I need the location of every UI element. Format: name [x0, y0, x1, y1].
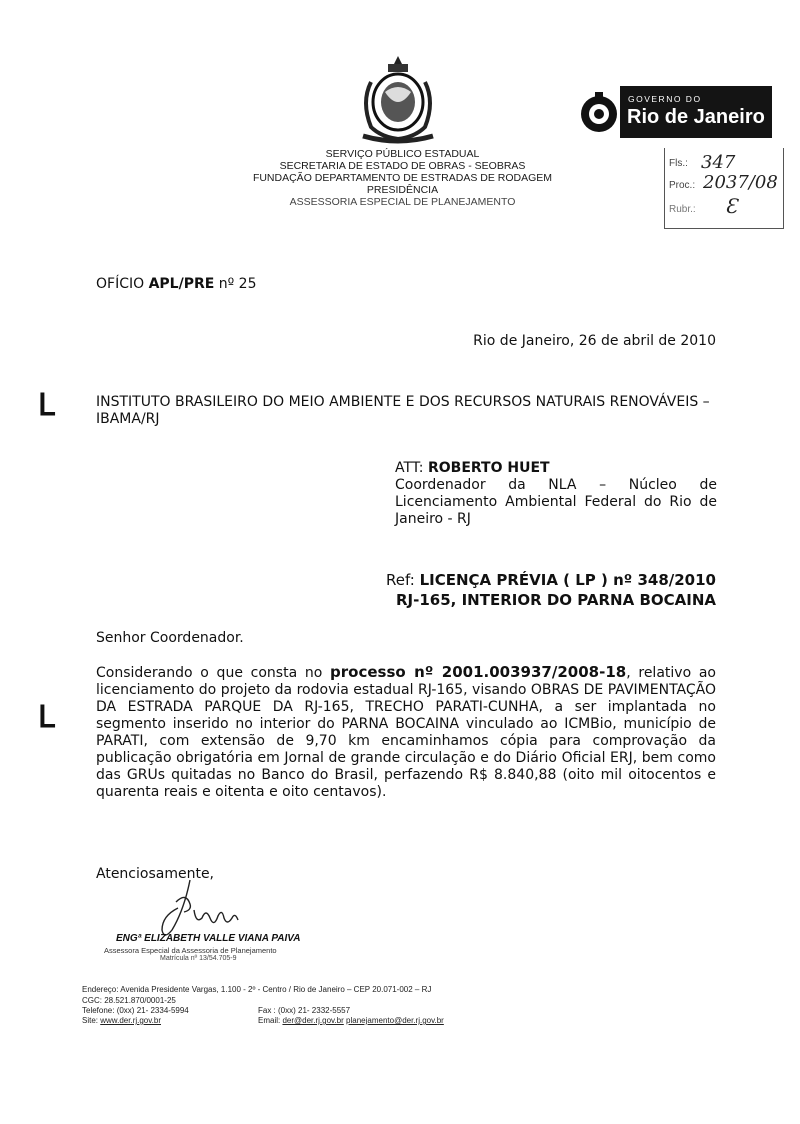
stamp-proc-label: Proc.: [669, 180, 696, 191]
header-line-3: FUNDAÇÃO DEPARTAMENTO DE ESTRADAS DE RODAGEM [252, 172, 553, 184]
margin-mark-2-icon: ᒪ [38, 700, 55, 735]
footer-cgc: CGC: 28.521.870/0001-25 [82, 996, 176, 1005]
closing: Atenciosamente, [96, 866, 215, 882]
reference-block [300, 570, 716, 610]
state-coat-of-arms-icon [353, 52, 443, 144]
government-emblem-icon [578, 90, 620, 136]
oficio-code: APL/PRE [148, 276, 215, 292]
body-part-2: , relativo ao licenciamento do projeto da rodovia estadual RJ-165, visando OBRAS DE PAVIMENTAÇÃO DA ESTRADA PARQUE DA RJ-165, TRECHO PARATI-CUNHA, a ser implantada no segmento inserido no interior do PARNA BOCAINA vinculado ao ICMBio, município de PARATI, com extensão de 9,70 km encaminhamos cópia para comprovação da publicação obrigatória em Jornal de grande circulação e do Diário Oficial ERJ, bem como das GRUs quitadas no Banco do Brasil, perfazendo R$ 8.840,88 (oito mil oitocentos e quarenta reais e oitenta e oito centavos). [96, 665, 716, 800]
signature-registration: Matrícula nº 13/54.705-9 [160, 955, 237, 962]
att-name: ROBERTO HUET [427, 460, 550, 476]
body-process: processo nº 2001.003937/2008-18 [330, 663, 627, 681]
header-line-4: PRESIDÊNCIA [366, 184, 439, 196]
footer-phone: Telefone: (0xx) 21- 2334-5994 [82, 1006, 189, 1015]
salutation: Senhor Coordenador. [96, 630, 244, 646]
body-part-1: Considerando o que consta no [96, 665, 331, 681]
header-line-5: ASSESSORIA ESPECIAL DE PLANEJAMENTO [289, 196, 516, 208]
footer-address: Endereço: Avenida Presidente Vargas, 1.100 - 2º - Centro / Rio de Janeiro – CEP 20.071-002 – RJ [82, 985, 432, 994]
footer-email-link-1[interactable]: der@der.rj.gov.br [282, 1016, 344, 1025]
ref-label: Ref: [386, 571, 420, 589]
footer-email-label: Email: [258, 1016, 283, 1025]
attention-block [395, 460, 717, 528]
att-label: ATT: [395, 460, 428, 476]
body-paragraph [96, 664, 716, 801]
signature-name: ENGª ELIZABETH VALLE VIANA PAIVA [116, 933, 301, 944]
oficio-prefix: OFÍCIO [96, 276, 149, 292]
stamp-proc-value: 2037/08 [703, 172, 778, 193]
margin-mark-icon: ᒪ [38, 388, 55, 423]
stamp-fls-label: Fls.: [669, 158, 688, 169]
footer-email-link-2[interactable]: planejamento@der.rj.gov.br [346, 1016, 444, 1025]
handwritten-signature-icon [150, 872, 270, 942]
government-badge [620, 86, 772, 138]
stamp-rubr-label: Rubr.: [669, 204, 696, 215]
footer-site-row [82, 1016, 161, 1026]
footer-fax: Fax : (0xx) 21- 2332-5557 [258, 1006, 351, 1015]
gov-badge-big: Rio de Janeiro [627, 106, 765, 128]
recipient: INSTITUTO BRASILEIRO DO MEIO AMBIENTE E DOS RECURSOS NATURAIS RENOVÁVEIS – IBAMA/RJ [96, 394, 710, 427]
att-role: Coordenador da NLA – Núcleo de Licenciamento Ambiental Federal do Rio de Janeiro - RJ [395, 477, 717, 527]
gov-badge-small: GOVERNO DO [628, 94, 702, 104]
ref-line-2: RJ-165, INTERIOR DO PARNA BOCAINA [396, 591, 716, 609]
footer-site-link[interactable]: www.der.rj.gov.br [100, 1016, 161, 1025]
oficio-line [96, 276, 257, 292]
signature-title: Assessora Especial da Assessoria de Planejamento [104, 946, 277, 955]
stamp-rubric-mark: Ɛ [725, 194, 738, 218]
protocol-stamp [664, 148, 784, 229]
footer-email-row [258, 1016, 444, 1026]
stamp-fls-value: 347 [701, 152, 736, 173]
ref-line-1: LICENÇA PRÉVIA ( LP ) nº 348/2010 [419, 571, 716, 589]
header-line-1: SERVIÇO PÚBLICO ESTADUAL [325, 148, 480, 160]
footer-site-label: Site: [82, 1016, 101, 1025]
oficio-suffix: nº 25 [214, 276, 257, 292]
date-line: Rio de Janeiro, 26 de abril de 2010 [473, 333, 716, 349]
header-line-2: SECRETARIA DE ESTADO DE OBRAS - SEOBRAS [279, 160, 526, 172]
